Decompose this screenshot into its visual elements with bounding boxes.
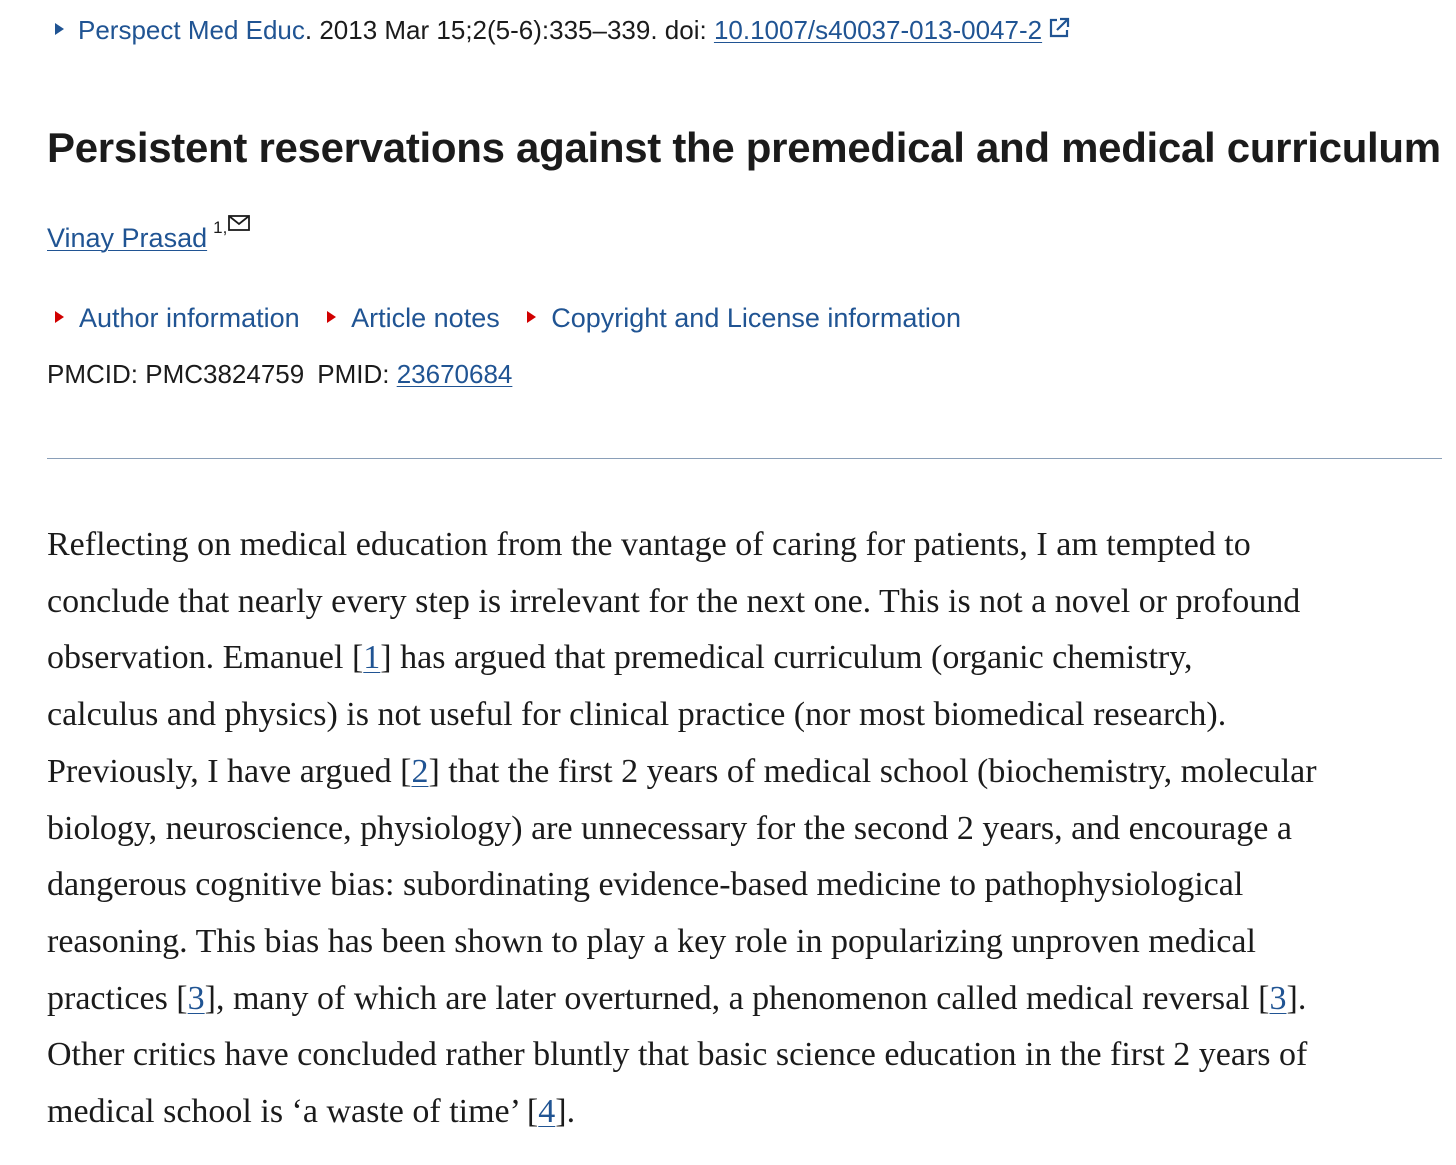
journal-link[interactable]: Perspect Med Educ — [78, 15, 305, 45]
external-link-icon[interactable] — [1048, 12, 1070, 48]
accordion-copyright-license[interactable] — [527, 298, 961, 338]
pmid-link[interactable]: 23670684 — [396, 359, 513, 389]
expand-triangle-icon[interactable] — [55, 23, 64, 35]
paragraph-line: conclude that nearly every step is irrelevant for the next one. This is not a novel or profound — [47, 582, 1301, 620]
reference-link-4[interactable]: 4 — [538, 1093, 556, 1131]
expand-triangle-icon — [327, 311, 336, 323]
reference-link-3[interactable]: 3 — [1269, 979, 1287, 1017]
article-info-accordions — [55, 298, 981, 338]
accordion-author-information[interactable] — [55, 298, 300, 338]
paragraph-line: Reflecting on medical education from the vantage of caring for patients, I am tempted to — [47, 526, 1251, 563]
expand-triangle-icon — [527, 311, 536, 323]
article-title: Persistent reservations against the premedical and medical curriculum — [47, 124, 1441, 171]
paragraph-line: Previously, I have argued [2] that the first 2 years of medical school (biochemistry, molecular — [47, 752, 1317, 790]
article-identifiers — [47, 356, 512, 392]
accordion-label: Author information — [79, 303, 300, 333]
expand-triangle-icon — [55, 311, 64, 323]
paragraph-line: dangerous cognitive bias: subordinating evidence-based medicine to pathophysiological — [47, 866, 1244, 904]
pmcid-value: PMC3824759 — [145, 359, 305, 389]
accordion-article-notes[interactable] — [327, 298, 500, 338]
paragraph-line: practices [3], many of which are later overturned, a phenomenon called medical reversal [3]. — [47, 979, 1307, 1017]
paragraph-line: biology, neuroscience, physiology) are unnecessary for the second 2 years, and encourage a — [47, 809, 1292, 847]
pmid-label: PMID: — [317, 359, 397, 389]
paragraph-line: reasoning. This bias has been shown to play a key role in popularizing unproven medical — [47, 922, 1256, 960]
pmcid-label: PMCID: — [47, 359, 146, 389]
envelope-icon[interactable] — [228, 202, 250, 242]
doi-link[interactable]: 10.1007/s40037-013-0047-2 — [713, 15, 1043, 45]
section-divider — [47, 458, 1442, 459]
accordion-label: Article notes — [351, 303, 500, 333]
reference-link-1[interactable]: 1 — [363, 639, 381, 677]
paragraph-line: calculus and physics) is not useful for clinical practice (nor most biomedical research). — [47, 696, 1227, 734]
affiliation-marker: 1, — [213, 218, 228, 237]
paragraph-line: medical school is ‘a waste of time’ [4]. — [47, 1093, 576, 1131]
article-body-paragraph — [47, 517, 1442, 1141]
citation-line — [55, 12, 1070, 50]
paragraph-line: Other critics have concluded rather bluntly that basic science education in the first 2 years of — [47, 1036, 1308, 1074]
reference-link-2[interactable]: 2 — [411, 752, 429, 790]
citation-details: . 2013 Mar 15;2(5-6):335–339. doi: — [304, 15, 714, 45]
author-name-link[interactable]: Vinay Prasad — [47, 223, 208, 253]
reference-link-3[interactable]: 3 — [187, 979, 205, 1017]
author-line — [47, 212, 250, 258]
paragraph-line: observation. Emanuel [1] has argued that premedical curriculum (organic chemistry, — [47, 639, 1193, 677]
accordion-label: Copyright and License information — [551, 303, 961, 333]
